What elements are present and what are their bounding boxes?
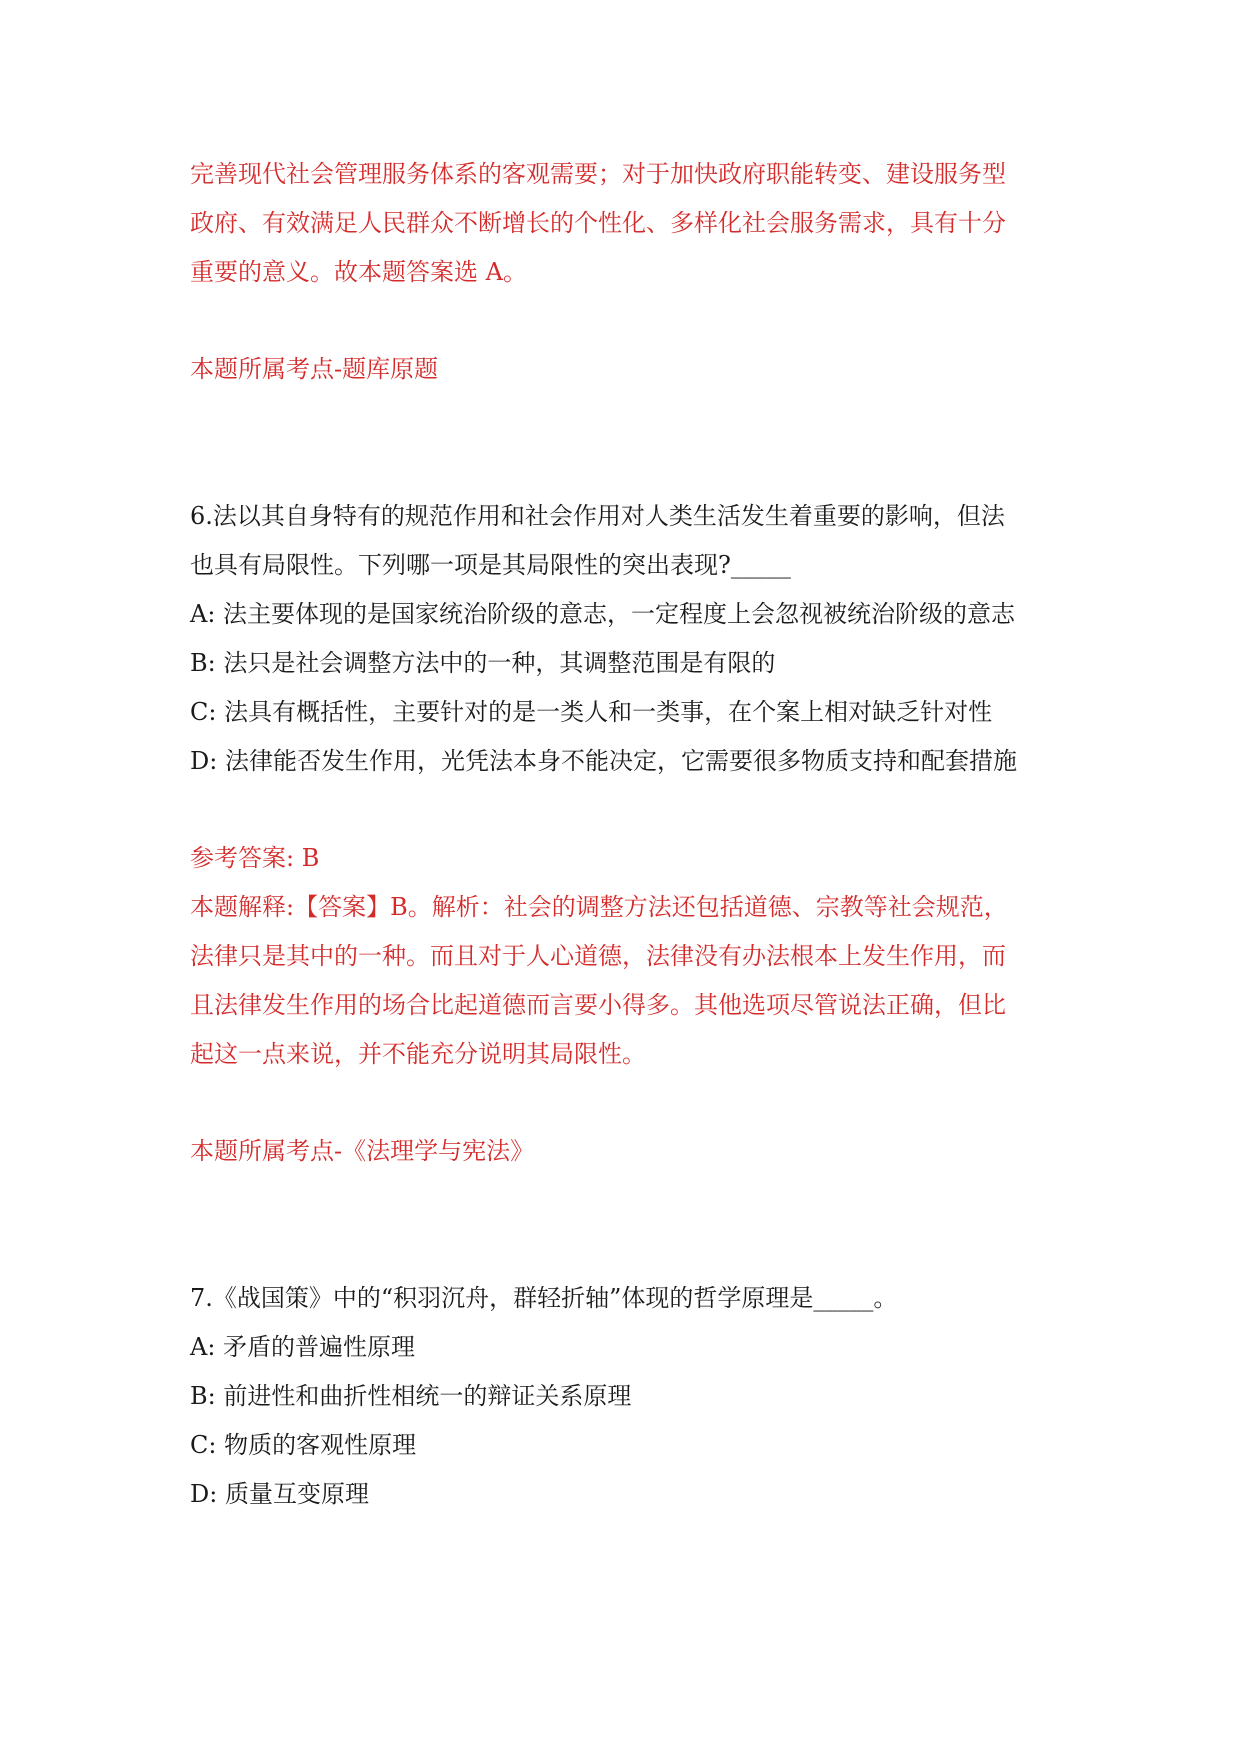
q6-option-b: B: 法只是社会调整方法中的一种，其调整范围是有限的: [190, 649, 776, 677]
prev-explanation-line-1: 完善现代社会管理服务体系的客观需要；对于加快政府职能转变、建设服务型: [190, 160, 1006, 188]
q6-option-a: A: 法主要体现的是国家统治阶级的意志，一定程度上会忽视被统治阶级的意志: [190, 600, 1016, 628]
q7-option-a: A: 矛盾的普遍性原理: [190, 1333, 416, 1361]
prev-explanation-line-2: 政府、有效满足人民群众不断增长的个性化、多样化社会服务需求，具有十分: [190, 209, 1006, 237]
q6-explanation-line-4: 起这一点来说，并不能充分说明其局限性。: [190, 1040, 646, 1068]
prev-explanation-line-3: 重要的意义。故本题答案选 A。: [190, 258, 527, 286]
q6-stem-line-2: 也具有局限性。下列哪一项是其局限性的突出表现?_____: [190, 551, 791, 579]
q6-explanation-line-3: 且法律发生作用的场合比起道德而言要小得多。其他选项尽管说法正确，但比: [190, 991, 1006, 1019]
q6-explanation-line-1: 本题解释:【答案】B。解析：社会的调整方法还包括道德、宗教等社会规范，: [190, 893, 1008, 921]
q6-option-c: C: 法具有概括性，主要针对的是一类人和一类事，在个案上相对缺乏针对性: [190, 698, 993, 726]
q7-option-d: D: 质量互变原理: [190, 1480, 369, 1508]
q6-option-d: D: 法律能否发生作用，光凭法本身不能决定，它需要很多物质支持和配套措施: [190, 747, 1017, 775]
q6-explanation-line-2: 法律只是其中的一种。而且对于人心道德，法律没有办法根本上发生作用，而: [190, 942, 1006, 970]
q7-option-b: B: 前进性和曲折性相统一的辩证关系原理: [190, 1382, 632, 1410]
q7-option-c: C: 物质的客观性原理: [190, 1431, 417, 1459]
q6-stem-line-1: 6.法以其自身特有的规范作用和社会作用对人类生活发生着重要的影响，但法: [190, 502, 1005, 530]
q6-answer: 参考答案: B: [190, 844, 320, 872]
q7-stem: 7.《战国策》中的“积羽沉舟，群轻折轴”体现的哲学原理是_____。: [190, 1284, 898, 1312]
prev-topic: 本题所属考点-题库原题: [190, 355, 439, 383]
q6-topic: 本题所属考点-《法理学与宪法》: [190, 1137, 535, 1165]
